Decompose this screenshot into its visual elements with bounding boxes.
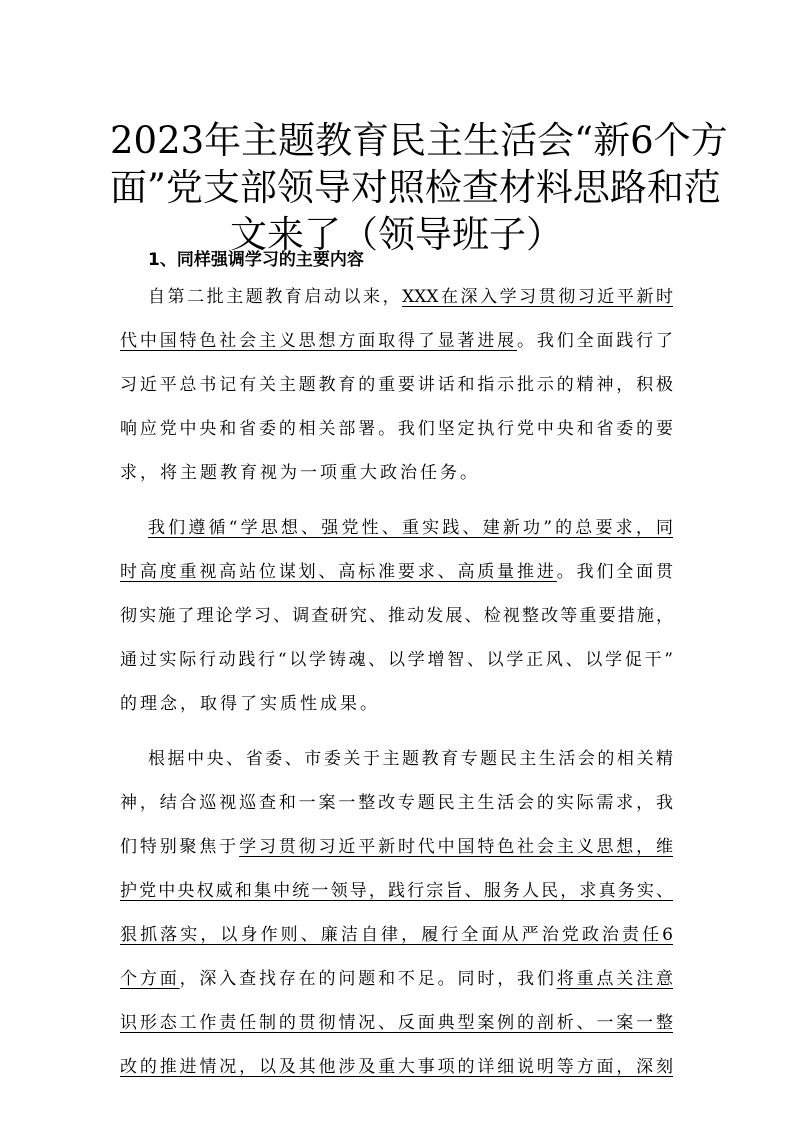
text-segment: 。我们全面贯 xyxy=(556,562,674,582)
text-segment: 通过实际行动践行“以学铸魂、以学增智、以学正风、以学促干” xyxy=(120,650,673,670)
underlined-text: 学习贯彻习近平新时代中国特色社会主义思想，维 xyxy=(239,837,674,857)
paragraph-line xyxy=(120,461,673,485)
underlined-text: 狠抓落实，以身作则、廉洁自律，履行全面从严治党政治责任6 xyxy=(120,925,673,945)
paragraph-line xyxy=(120,835,673,859)
text-segment: 彻实施了理论学习、调查研究、推动发展、检视整改等重要措施， xyxy=(120,606,673,626)
paragraph-line xyxy=(120,417,673,441)
underlined-text: 将重点关注意 xyxy=(556,969,674,989)
text-segment: 。我们全面践行了 xyxy=(517,331,674,351)
section-heading: 1、同样强调学习的主要内容 xyxy=(148,250,364,270)
underlined-text: 我们遵循“学思想、强党性、重实践、建新功”的总要求，同 xyxy=(148,518,673,538)
paragraph-line xyxy=(148,747,673,771)
text-segment: 根据中央、省委、市委关于主题教育专题民主生活会的相关精 xyxy=(148,749,673,769)
text-segment: 的理念，取得了实质性成果。 xyxy=(120,694,380,714)
paragraph-line xyxy=(148,285,673,309)
underlined-text: 代中国特色社会主义思想方面取得了显著进展 xyxy=(120,331,518,351)
paragraph-line xyxy=(120,692,673,716)
paragraph-line xyxy=(120,879,673,903)
paragraph-line xyxy=(148,516,673,540)
underlined-text: 改的推进情况，以及其他涉及重大事项的详细说明等方面，深刻 xyxy=(120,1057,673,1077)
title-line: 面”党支部领导对照检查材料思路和范 xyxy=(110,165,721,209)
text-segment: 求，将主题教育视为一项重大政治任务。 xyxy=(120,463,480,483)
underlined-text: 时高度重视高站位谋划、高标准要求、高质量推进 xyxy=(120,562,557,582)
paragraph-line xyxy=(120,967,673,991)
underlined-text: XXX在深入学习贯彻习近平新时 xyxy=(402,287,674,307)
paragraph-line xyxy=(120,604,673,628)
paragraph-line xyxy=(120,1011,673,1035)
underlined-text: 护党中央权威和集中统一领导，践行宗旨、服务人民，求真务实、 xyxy=(120,881,673,901)
paragraph-line xyxy=(120,791,673,815)
text-segment: 神，结合巡视巡查和一案一整改专题民主生活会的实际需求，我 xyxy=(120,793,673,813)
title-line: 2023年主题教育民主生活会“新6个方 xyxy=(110,118,728,162)
title-line: 文来了（领导班子） xyxy=(230,212,563,256)
underlined-text: 识形态工作责任制的贯彻情况、反面典型案例的剖析、一案一整 xyxy=(120,1013,673,1033)
underlined-text: 个方面 xyxy=(120,969,180,989)
paragraph-line xyxy=(120,648,673,672)
paragraph-line xyxy=(120,560,673,584)
text-segment: 们特别聚焦于 xyxy=(120,837,240,857)
document-title xyxy=(110,117,728,258)
paragraph-line xyxy=(120,329,673,353)
text-segment: 习近平总书记有关主题教育的重要讲话和指示批示的精神，积极 xyxy=(120,375,673,395)
text-segment: 自第二批主题教育启动以来， xyxy=(148,287,403,307)
paragraph-line xyxy=(120,1055,673,1079)
text-segment: ，深入查找存在的问题和不足。同时，我们 xyxy=(179,969,557,989)
paragraph-line xyxy=(120,923,673,947)
text-segment: 响应党中央和省委的相关部署。我们坚定执行党中央和省委的要 xyxy=(120,419,673,439)
paragraph-line xyxy=(120,373,673,397)
